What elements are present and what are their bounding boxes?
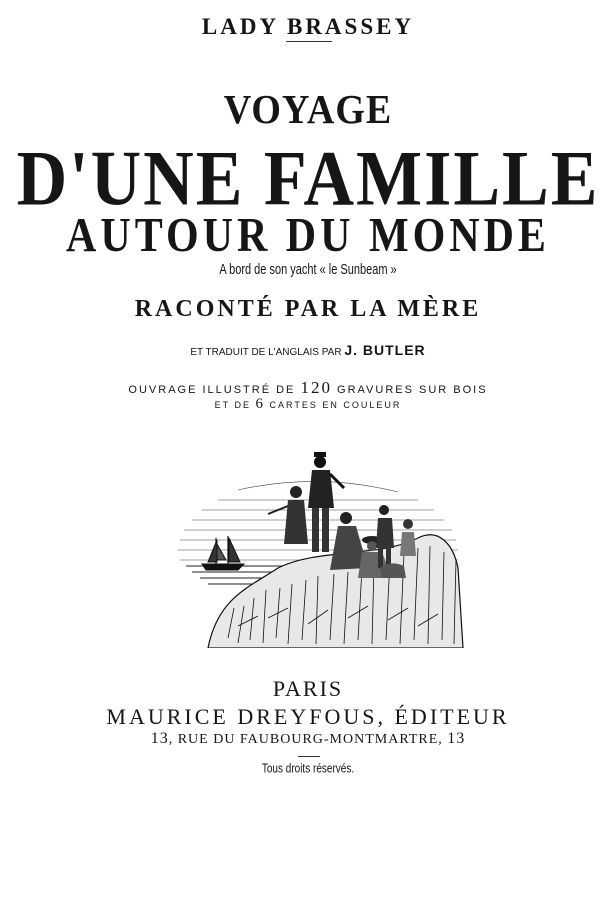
illustrations-suffix: GRAVURES SUR BOIS [337,384,488,396]
subtitle: A bord de son yacht « le Sunbeam » [219,262,397,278]
translator-name: J. BUTLER [344,342,426,358]
illustrations-line [0,378,616,398]
divider-rule-bottom [298,756,320,757]
author-name: LADY BRASSEY [201,14,415,39]
family-on-cliff-with-yacht-engraving [168,448,468,648]
address-street: RUE DU FAUBOURG-MONTMARTRE [177,732,439,747]
address-number: 13 [150,730,169,747]
translation-line [0,342,616,358]
maps-count: 6 [255,396,265,412]
translation-prefix: ET TRADUIT DE L'ANGLAIS PAR [190,347,342,358]
title-line-1: VOYAGE [223,87,393,133]
imprint-publisher: MAURICE DREYFOUS, ÉDITEUR [106,704,510,729]
imprint-city: PARIS [272,676,344,701]
narrator-line: RACONTÉ PAR LA MÈRE [134,296,482,322]
yacht-icon [202,536,244,570]
title-line-3: AUTOUR DU MONDE [66,209,550,263]
divider-rule [286,41,332,42]
address-number-end: 13 [447,730,466,747]
maps-prefix: ET DE [214,400,251,410]
imprint-address: 13, RUE DU FAUBOURG-MONTMARTRE, 13 [150,730,466,747]
maps-suffix: CARTES EN COULEUR [269,400,402,410]
maps-line [0,396,616,413]
title-line-2: D'UNE FAMILLE [16,136,600,223]
illustrations-count: 120 [300,378,332,397]
rights-notice: Tous droits réservés. [261,762,355,777]
illustrations-prefix: OUVRAGE ILLUSTRÉ DE [128,384,296,396]
